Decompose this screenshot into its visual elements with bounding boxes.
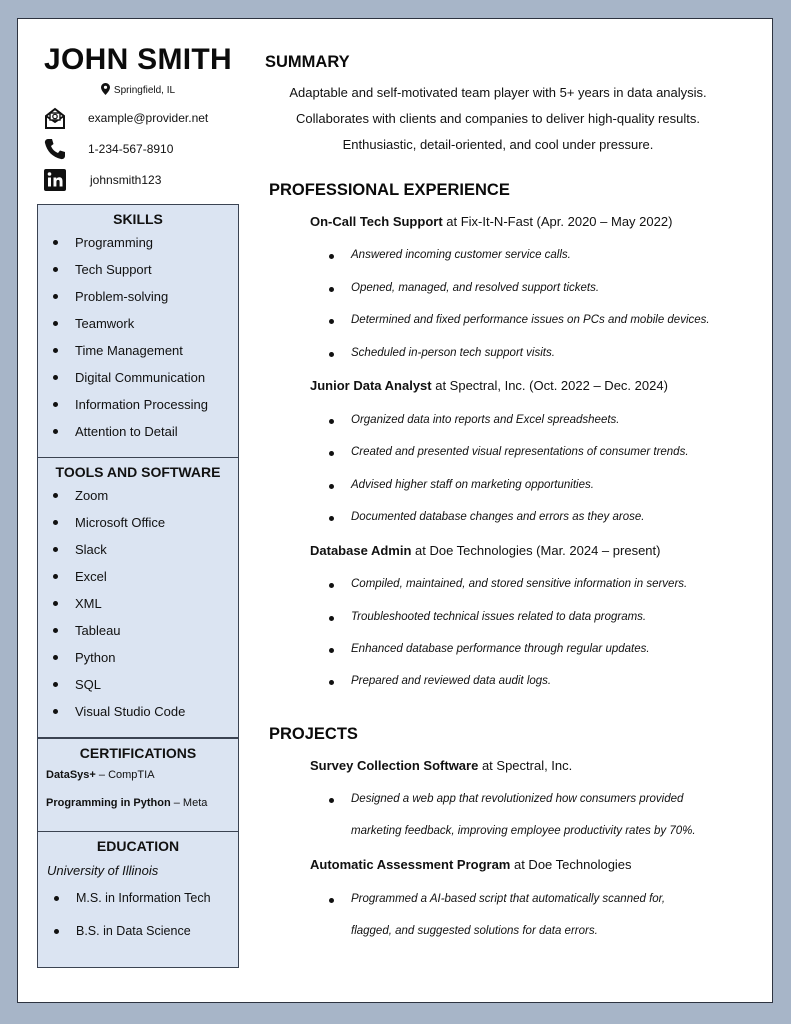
list-item: Slack <box>38 536 238 563</box>
project-heading <box>310 758 572 773</box>
education-title: EDUCATION <box>96 838 180 854</box>
list-item: Attention to Detail <box>38 418 238 445</box>
project-bullet-continuation: marketing feedback, improving employee productivity rates by 70%. <box>351 825 696 837</box>
education-school: University of Illinois <box>47 863 159 878</box>
project-bullet-continuation: flagged, and suggested solutions for data errors. <box>351 925 598 937</box>
email-text: example@provider.net <box>88 111 209 125</box>
location-pin-icon <box>101 83 110 95</box>
phone-icon <box>42 136 68 162</box>
job-heading <box>310 543 660 558</box>
education-box <box>37 831 239 968</box>
job-bullet: Prepared and reviewed data audit logs. <box>310 675 551 687</box>
project-bullet: Programmed a AI-based script that automatically scanned for, <box>310 893 665 905</box>
job-bullet: Determined and fixed performance issues on PCs and mobile devices. <box>310 314 710 326</box>
project-bullet: Designed a web app that revolutionized how consumers provided <box>310 793 683 805</box>
list-item: Information Processing <box>38 391 238 418</box>
job-bullet: Advised higher staff on marketing opportunities. <box>310 479 594 491</box>
list-item: B.S. in Data Science <box>38 915 238 948</box>
list-item: M.S. in Information Tech <box>38 882 238 915</box>
list-item: Tech Support <box>38 256 238 283</box>
certification-name: DataSys+ <box>46 769 96 781</box>
job-bullet: Opened, managed, and resolved support tickets. <box>310 282 599 294</box>
summary-title: SUMMARY <box>265 53 350 71</box>
list-item: Python <box>38 644 238 671</box>
tools-title: TOOLS AND SOFTWARE <box>55 464 221 480</box>
job-bullet: Enhanced database performance through regular updates. <box>310 643 650 655</box>
job-heading <box>310 214 672 229</box>
list-item: Visual Studio Code <box>38 698 238 725</box>
summary-line: Enthusiastic, detail-oriented, and cool under pressure. <box>342 137 654 152</box>
email-row <box>42 105 208 131</box>
project-details: at Doe Technologies <box>510 857 632 872</box>
resume-name: JOHN SMITH <box>43 43 232 76</box>
list-item: XML <box>38 590 238 617</box>
list-item: Microsoft Office <box>38 509 238 536</box>
list-item: Tableau <box>38 617 238 644</box>
degrees-list <box>38 882 238 948</box>
skills-title: SKILLS <box>113 211 163 227</box>
job-bullet: Created and presented visual representations of consumer trends. <box>310 446 689 458</box>
tools-list <box>38 482 238 725</box>
certification-name: Programming in Python <box>46 797 171 809</box>
certifications-title: CERTIFICATIONS <box>79 745 197 761</box>
location-text: Springfield, IL <box>113 85 176 96</box>
phone-row <box>42 136 173 162</box>
summary-line: Collaborates with clients and companies to deliver high-quality results. <box>296 111 700 126</box>
job-details: at Fix-It-N-Fast (Apr. 2020 – May 2022) <box>442 214 673 229</box>
experience-title: PROFESSIONAL EXPERIENCE <box>269 181 510 199</box>
linkedin-text: johnsmith123 <box>90 173 162 187</box>
certification-item <box>38 761 238 789</box>
job-bullet: Troubleshooted technical issues related to data programs. <box>310 611 646 623</box>
certifications-box <box>37 738 239 832</box>
location <box>18 83 258 96</box>
job-bullet: Organized data into reports and Excel spreadsheets. <box>310 414 620 426</box>
list-item: Teamwork <box>38 310 238 337</box>
resume-page <box>17 18 773 1003</box>
list-item: Problem-solving <box>38 283 238 310</box>
job-bullet: Compiled, maintained, and stored sensitive information in servers. <box>310 578 687 590</box>
summary-line: Adaptable and self-motivated team player with 5+ years in data analysis. <box>289 85 707 100</box>
certification-issuer: – CompTIA <box>95 769 155 781</box>
list-item: Digital Communication <box>38 364 238 391</box>
certification-issuer: – Meta <box>170 797 208 809</box>
job-bullet: Documented database changes and errors as they arose. <box>310 511 644 523</box>
job-details: at Spectral, Inc. (Oct. 2022 – Dec. 2024) <box>431 378 668 393</box>
skills-list <box>38 229 238 445</box>
job-bullet: Scheduled in-person tech support visits. <box>310 347 555 359</box>
job-bullet: Answered incoming customer service calls. <box>310 249 571 261</box>
project-details: at Spectral, Inc. <box>478 758 573 773</box>
skills-box <box>37 204 239 458</box>
list-item: Excel <box>38 563 238 590</box>
certification-item <box>38 789 238 817</box>
list-item: SQL <box>38 671 238 698</box>
list-item: Time Management <box>38 337 238 364</box>
phone-text: 1-234-567-8910 <box>88 142 174 156</box>
list-item: Programming <box>38 229 238 256</box>
project-name: Automatic Assessment Program <box>310 857 511 872</box>
project-name: Survey Collection Software <box>310 758 479 773</box>
linkedin-row <box>42 167 161 193</box>
email-icon <box>42 105 68 131</box>
list-item: Zoom <box>38 482 238 509</box>
tools-box <box>37 458 239 738</box>
job-role: Database Admin <box>310 543 412 558</box>
project-heading <box>310 857 632 872</box>
job-heading <box>310 378 668 393</box>
projects-title: PROJECTS <box>269 725 358 743</box>
job-role: On-Call Tech Support <box>310 214 443 229</box>
linkedin-icon <box>42 167 68 193</box>
job-details: at Doe Technologies (Mar. 2024 – present) <box>411 543 661 558</box>
job-role: Junior Data Analyst <box>310 378 432 393</box>
